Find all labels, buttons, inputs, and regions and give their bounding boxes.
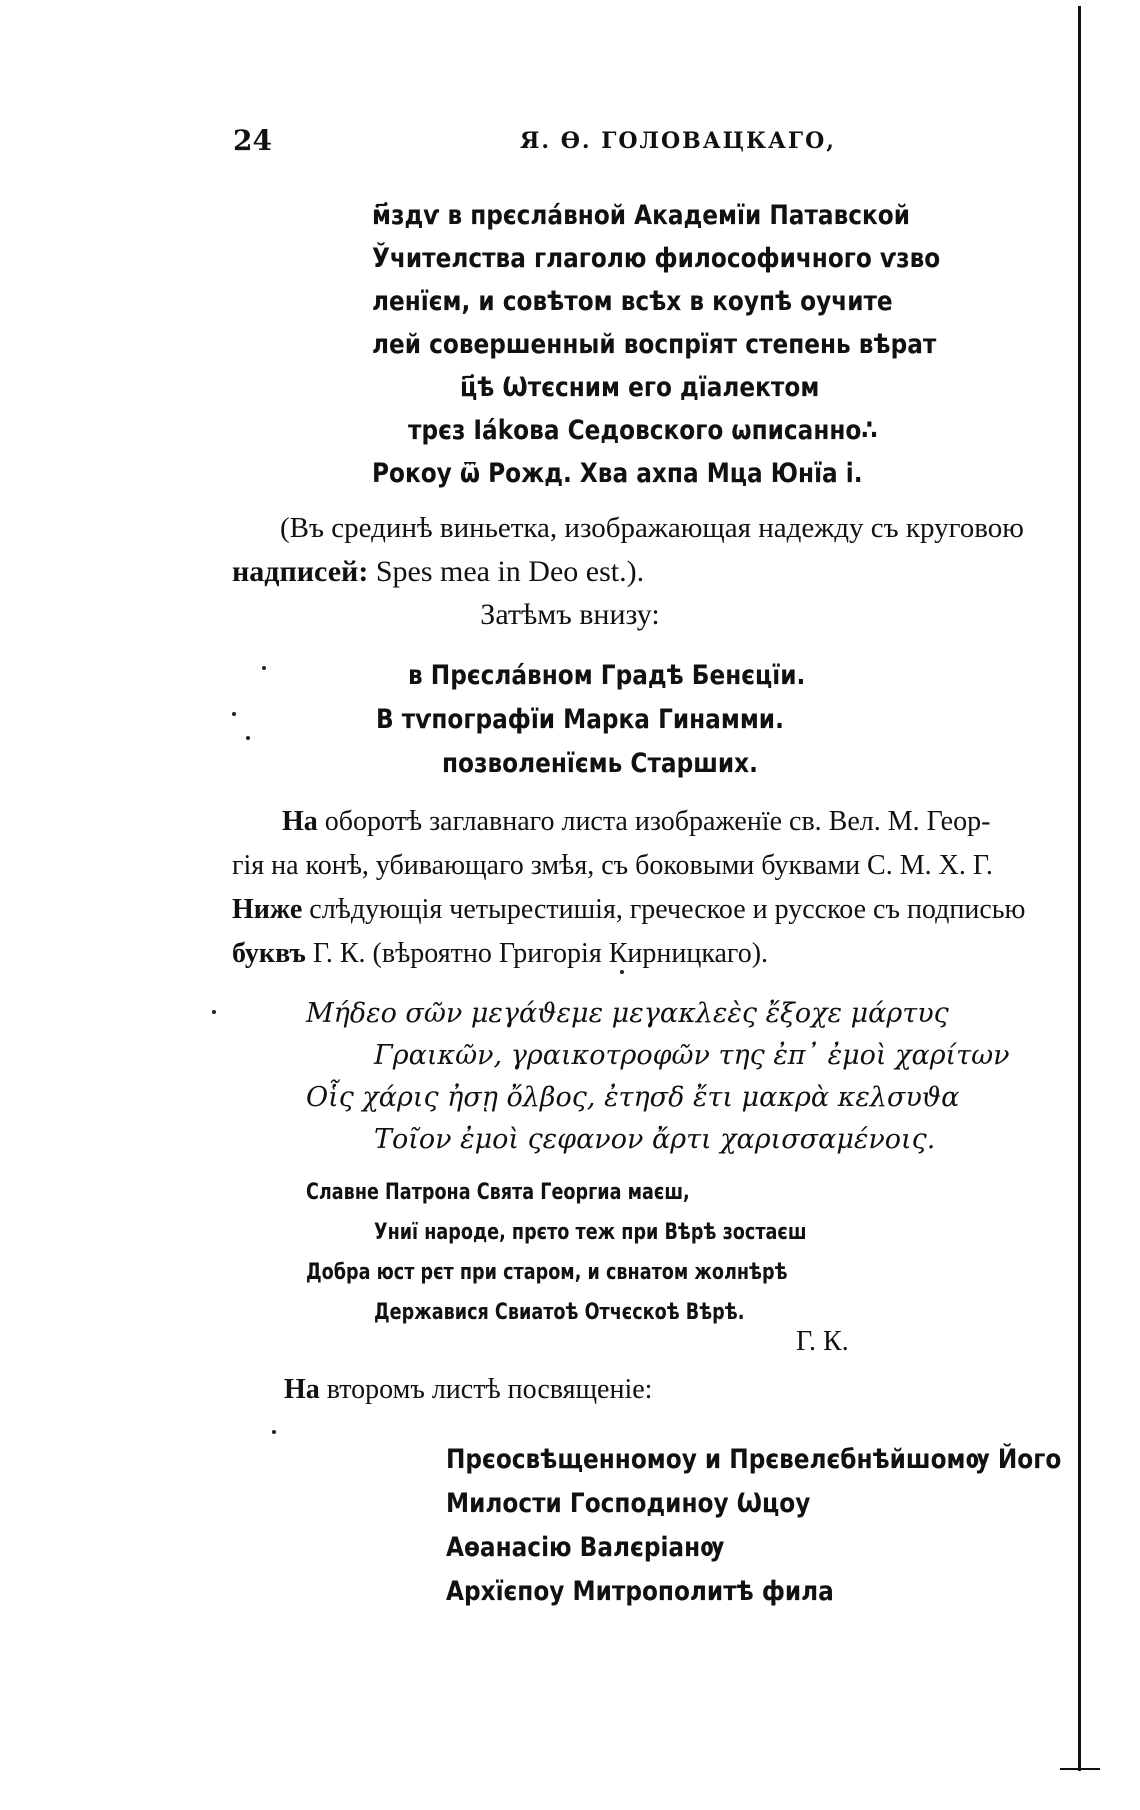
- slavonic-verse-line: Добра юст рєт при старом, и свнатом жолнѣрѣ: [306, 1260, 788, 1285]
- paragraph-text: Г. К. (вѣроятно Григорія Кирницкаго).: [305, 938, 769, 969]
- title-line: м҃здѵ в прєслáвной Академїи Патавской: [372, 200, 911, 231]
- title-line: ленїєм, и совѣтом всѣх в коупѣ оучите: [372, 286, 893, 317]
- dedication-caption-text: второмъ листѣ посвященіе:: [319, 1374, 653, 1405]
- vignette-caption: Затѣмъ внизу:: [480, 598, 660, 631]
- print-speck: [232, 712, 236, 716]
- greek-verse-line: Οἷς χάρις ἠσῃ ὄλβος, ἐτησδ ἔτι μακρὰ κελσυϑα: [306, 1082, 960, 1113]
- title-line: ц҃ѣ Ѡтєсним его дїалектом: [460, 372, 820, 403]
- title-line: Рокоу ѿ Рожд. Хва ахпа Мца Юнїа і.: [372, 458, 863, 489]
- imprint-line: позволенїємь Старших.: [442, 748, 758, 779]
- dedication-line: Прєосвѣщенномоу и Прєвелєбнѣйшомѹ Його: [446, 1444, 1062, 1475]
- print-speck: [272, 1430, 276, 1434]
- print-speck: [620, 970, 624, 974]
- slavonic-verse-line: Славне Патрона Свята Георгиа маєш,: [306, 1180, 690, 1205]
- paragraph-line: [232, 938, 768, 970]
- dedication-caption-lead: На: [284, 1374, 320, 1405]
- vignette-line-lead: надписей:: [232, 555, 369, 588]
- page-edge-bottom-rule: [1060, 1768, 1100, 1770]
- paragraph-lead: Ниже: [232, 894, 303, 925]
- vignette-motto: Spes mea in Deo est.).: [375, 555, 645, 588]
- vignette-line: [232, 555, 644, 589]
- paragraph-line: [232, 850, 993, 882]
- greek-verse-line: Μήδεο σῶν μεγάϑεμε μεγακλεὲς ἔξοχε μάρτυς: [306, 998, 949, 1029]
- imprint-line: В тѵпографїи Марка Гинамми.: [376, 704, 784, 735]
- slavonic-verse-line: Державися Свиатоѣ Отчєскоѣ Вѣрѣ.: [374, 1300, 745, 1325]
- dedication-line: Архїєпоу Митрополитѣ фила: [446, 1576, 834, 1607]
- page-edge-vertical-rule: [1078, 6, 1081, 1771]
- vignette-line: (Въ срединѣ виньетка, изображающая надежду съ круговою: [280, 512, 1024, 544]
- paragraph-line: [282, 806, 990, 838]
- running-head: [0, 124, 1140, 158]
- verse-signature: Г. К.: [796, 1326, 849, 1357]
- paragraph-lead: буквъ: [232, 938, 306, 969]
- paragraph-lead: На: [282, 806, 318, 837]
- dedication-line: Милости Господиноу Ѡцоу: [446, 1488, 811, 1519]
- greek-verse-line: Τοῖον ἐμοὶ ςεφανον ἄρτι χαρισσαμένοις.: [374, 1124, 936, 1155]
- paragraph-text: слѣдующія четырестишія, греческое и русское съ подписью: [302, 894, 1026, 925]
- running-title: Я. Ѳ. ГОЛОВАЦКАГО,: [520, 128, 836, 154]
- print-speck: [212, 1010, 216, 1014]
- title-line: Ўчителства глаголю философичного ѵзво: [372, 243, 941, 274]
- paragraph-line: [232, 894, 1025, 926]
- slavonic-verse-line: Униї народе, прєто теж при Вѣрѣ зостаєш: [374, 1220, 807, 1245]
- title-line: лей совершенный воспрїят степень вѣрат: [372, 329, 937, 360]
- print-speck: [246, 736, 250, 740]
- title-line: трєз Іákова Седовского ѡписанно∴: [408, 415, 878, 446]
- paragraph-text: гія на конѣ, убивающаго змѣя, съ боковыми буквами С. М. Х. Г.: [232, 850, 993, 881]
- print-speck: [262, 666, 266, 670]
- paragraph-text: оборотѣ заглавнаго листа изображенїе св. Вел. М. Геор-: [317, 806, 991, 837]
- dedication-caption: [284, 1374, 652, 1406]
- dedication-line: Аѳанасію Валєріанѹ: [446, 1532, 725, 1563]
- imprint-line: в Прєслáвном Градѣ Бенєцїи.: [408, 660, 806, 691]
- page-number: 24: [233, 124, 272, 157]
- greek-verse-line: Γραικῶν, γραικοτροφῶν της ἐπ᾽ ἐμοὶ χαρίτων: [374, 1040, 1010, 1071]
